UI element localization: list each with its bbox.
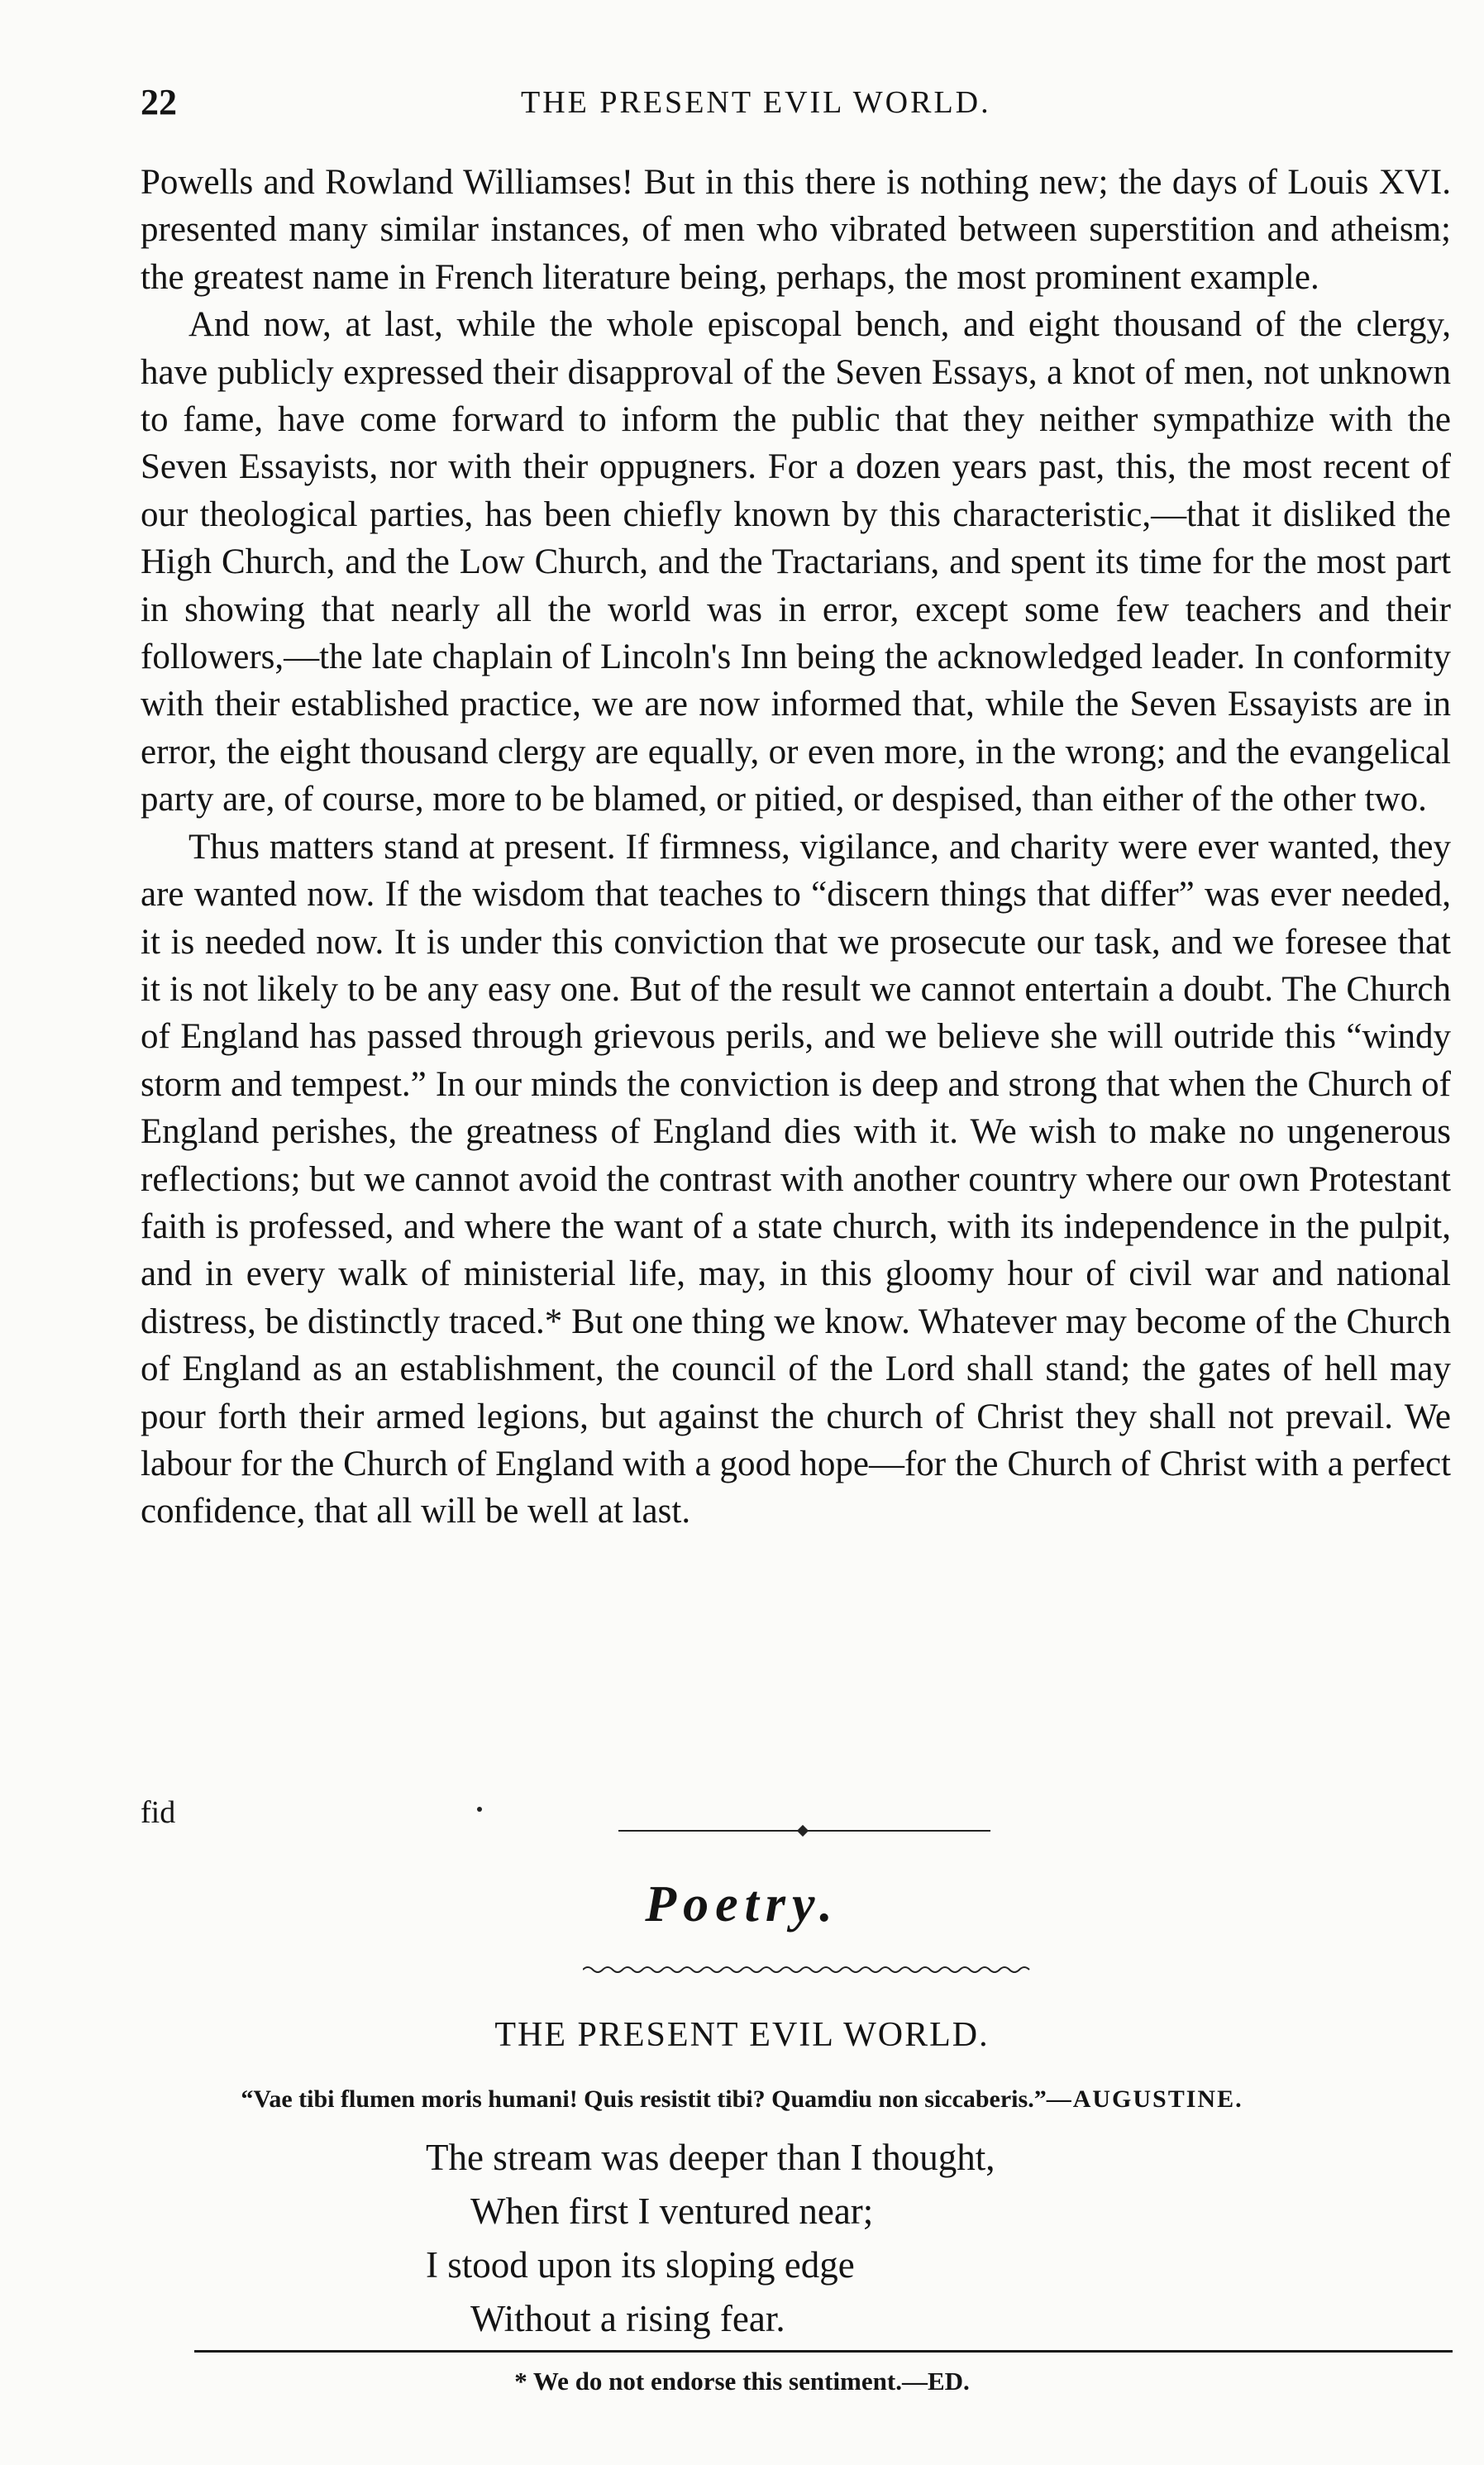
poem-stanza [426,2131,1170,2346]
running-head [141,81,1463,131]
section-divider [618,1826,990,1836]
wavy-rule [583,1964,1033,1975]
footnote-rule [194,2350,1453,2353]
epigraph-text: “Vae tibi flumen moris humani! Quis resistit tibi? Quamdiu non siccaberis.” [241,2085,1047,2113]
page-number: 22 [141,82,177,122]
poem-line: I stood upon its sloping edge [426,2244,855,2286]
epigraph [0,2085,1484,2114]
stray-dot [477,1807,482,1812]
poem-line: The stream was deeper than I thought, [426,2137,995,2178]
footnote: * We do not endorse this sentiment.—ED. [514,2367,970,2396]
paragraph-2: And now, at last, while the whole episcopal bench, and eight thousand of the clergy, have publicly expressed their disapproval of the Seven Essays, a knot of men, not unknown to fame, have come forward to inform the public that they neither sympathize with the Seven Essayists, nor with their oppugners. For a dozen years past, this, the most recent of our theological parties, has been chiefly known by this characteristic,—that it disliked the High Church, and the Low Church, and the Tractarians, and spent its time for the most part in showing that nearly all the world was in error, except some few teachers and their followers,—the late chaplain of Lincoln's Inn being the acknowledged leader. In conformity with their established practice, we are now informed that, while the Seven Essayists are in error, the eight thousand clergy are equally, or even more, in the wrong; and the evangelical party are, of course, more to be blamed, or pitied, or despised, than either of the other two. [141,305,1451,819]
stray-mark: fid [141,1795,176,1830]
poem-line: Without a rising fear. [470,2298,785,2339]
paragraph-1: Powells and Rowland Williamses! But in this there is nothing new; the days of Louis XVI. presented many similar instances, of men who vibrated between superstition and atheism; the greatest name in French literature being, perhaps, the most prominent example. [141,163,1451,297]
poem-line: When first I ventured near; [470,2190,874,2232]
divider-diamond-icon [797,1825,809,1837]
paragraph-3: Thus matters stand at present. If firmness, vigilance, and charity were ever wanted, they are wanted now. If the wisdom that teaches to “discern things that differ” was ever needed, it is needed now. It is under this conviction that we prosecute our task, and we foresee that it is not likely to be any easy one. But of the result we cannot entertain a doubt. The Church of England has passed through grievous perils, and we believe she will outride this “windy storm and tempest.” In our minds the conviction is deep and strong that when the Church of England perishes, the greatness of England dies with it. We wish to make no ungenerous reflections; but we cannot avoid the contrast with another country where our own Protestant faith is professed, and where the want of a state church, with its independence in the pulpit, and in every walk of ministerial life, may, in this gloomy hour of civil war and national distress, be distinctly traced.* But one thing we know. Whatever may become of the Church of England as an establishment, the council of the Lord shall stand; the gates of hell may pour forth their armed legions, but against the church of Christ they shall not prevail. We labour for the Church of England with a good hope—for the Church of Christ with a perfect confidence, that all will be well at last. [141,827,1451,1531]
running-title: THE PRESENT EVIL WORLD. [521,85,991,120]
epigraph-author: —AUGUSTINE. [1046,2085,1243,2113]
poem-title: THE PRESENT EVIL WORLD. [494,2016,990,2054]
section-heading: Poetry. [645,1876,839,1932]
body-text [141,159,1451,1536]
